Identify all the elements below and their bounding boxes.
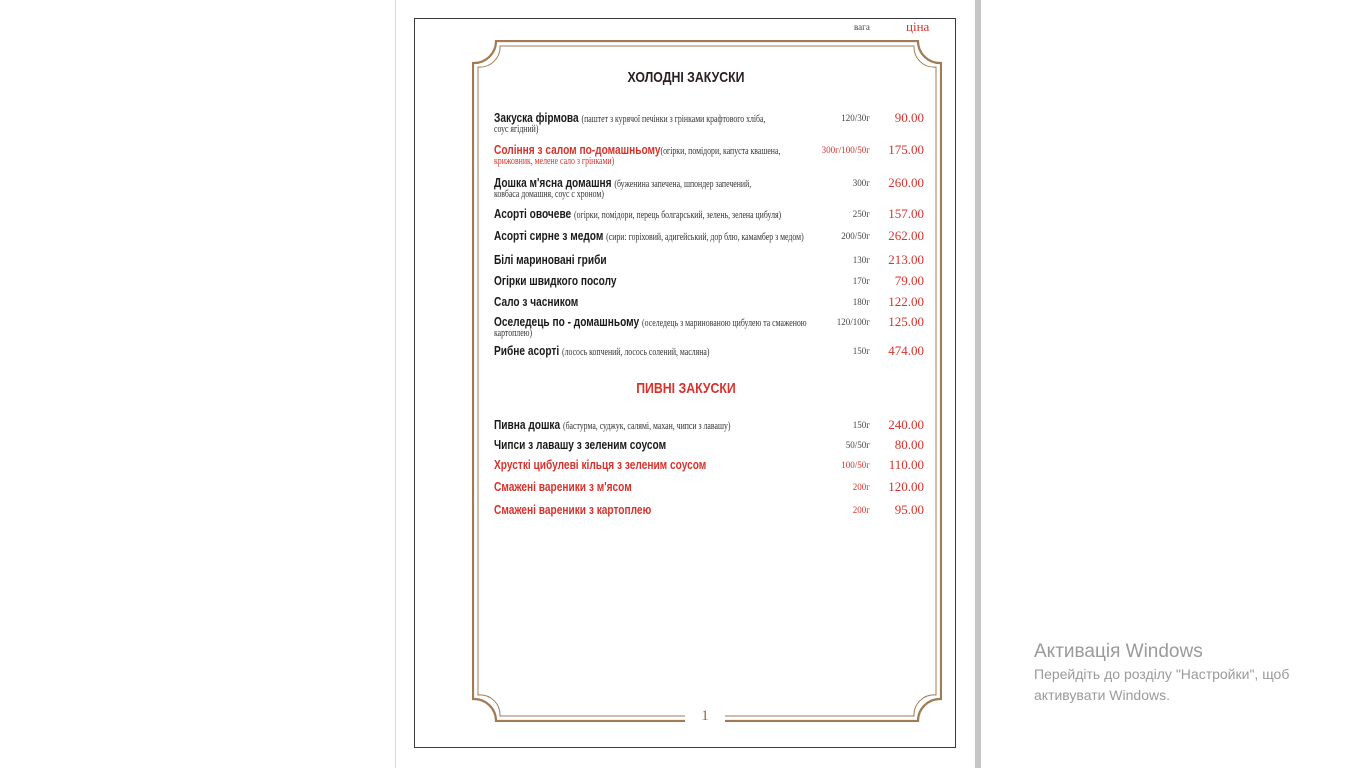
column-header-weight: вага [854,22,870,32]
menu-item [494,142,924,167]
menu-item-price: 110.00 [888,457,924,472]
menu-item-price: 474.00 [888,343,924,358]
menu-item-price: 262.00 [888,228,924,243]
menu-item-description: (бастурма, суджук, салямі, махан, чипси з лавашу) [562,421,731,432]
menu-item [494,437,924,453]
menu-item-price: 240.00 [888,417,924,432]
menu-item-description: (оселедець з маринованою цибулею та смаженою [642,318,807,329]
menu-item-description: (лосось копчений, лосось солений, масляна) [561,347,710,358]
menu-item [494,175,924,200]
activation-line-2: активувати Windows. [1034,687,1170,703]
menu-item-weight: 150г [852,346,870,356]
menu-item-weight: 50/50г [845,440,870,450]
menu-item-description-cont: ковбаса домашня, соус с хроном) [494,189,604,200]
menu-item-price: 175.00 [888,142,924,157]
column-header-price: ціна [906,19,930,34]
menu-item-name: Пивна дошка (бастурма, суджук, салямі, махан, чипси з лавашу) [494,417,731,432]
menu-item-weight: 300г [852,178,870,188]
menu-item [494,206,924,222]
menu-item-price: 120.00 [888,479,924,494]
menu-item-weight: 200/50г [841,231,870,241]
viewer-left-edge [395,0,396,768]
menu-item [494,479,924,495]
menu-item-weight: 200г [852,505,870,515]
windows-activation-watermark [1034,640,1289,706]
document-page [414,18,956,748]
menu-item-price: 122.00 [888,294,924,309]
menu-item-price: 80.00 [894,437,924,452]
section-title-cold-appetizers: ХОЛОДНІ ЗАКУСКИ [627,69,745,86]
menu-item-weight: 100/50г [841,460,870,470]
menu-item-name: Смажені вареники з картоплею [494,502,652,517]
menu-item-weight: 300г/100/50г [821,145,870,155]
menu-item-name: Оселедець по - домашньому (оселедець з маринованою цибулею та смаженою [494,314,807,329]
menu-item-name: Чипси з лавашу з зеленим соусом [494,437,667,452]
menu-item-name: Дошка м'ясна домашня (буженина запечена, шпондер запечений, [494,175,752,190]
menu-item-weight: 130г [852,255,870,265]
menu-item-weight: 150г [852,420,870,430]
section-title-beer-snacks: ПИВНІ ЗАКУСКИ [636,380,736,397]
menu-item [494,273,924,289]
menu-item-name: Асорті овочеве (огірки, помідори, перець болгарський, зелень, зелена цибуля) [494,206,782,221]
menu-item-weight: 120/100г [836,317,870,327]
menu-item-weight: 120/30г [841,113,870,123]
menu-item-name: Хрусткі цибулеві кільця з зеленим соусом [494,457,707,472]
viewer-scroll-gutter[interactable] [975,0,981,768]
menu-item [494,252,924,268]
menu-item-price: 260.00 [888,175,924,190]
menu-item-description: (буженина запечена, шпондер запечений, [614,179,752,190]
menu-item-price: 90.00 [894,110,924,125]
menu-item-price: 157.00 [888,206,924,221]
menu-item [494,502,924,518]
menu-item-name: Асорті сирне з медом (сири: горіховий, адигейський, дор блю, камамбер з медом) [494,228,804,243]
menu-item [494,110,924,135]
menu-item [494,228,924,244]
menu-item-name: Рибне асорті (лосось копчений, лосось солений, масляна) [494,343,710,358]
menu-item-weight: 250г [852,209,870,219]
menu-item-name: Білі мариновані гриби [494,252,607,267]
menu-item [494,314,924,339]
menu-item-weight: 180г [852,297,870,307]
menu-item-name: Закуска фірмова (паштет з курячої печінки з грінками крафтового хліба, [494,110,766,125]
menu-item-price: 95.00 [894,502,924,517]
menu-item-name: Смажені вареники з м'ясом [494,479,632,494]
menu-item-name: Соління з салом по-домашньому(огірки, помідори, капуста квашена, [494,142,781,157]
activation-title: Активація Windows [1034,641,1203,662]
menu-item [494,343,924,359]
menu-item-weight: 170г [852,276,870,286]
menu-item-price: 79.00 [894,273,924,288]
menu-item-name: Сало з часником [494,294,579,309]
menu-item-description-cont: картоплею) [494,328,533,339]
menu-item-price: 125.00 [888,314,924,329]
menu-item-description-cont: соус ягідний) [494,124,539,135]
menu-item [494,457,924,473]
menu-item-name: Огірки швидкого посолу [494,273,617,288]
menu-item-weight: 200г [852,482,870,492]
page-number: 1 [685,708,725,725]
menu-item [494,417,924,433]
menu-item-description: (огірки, помідори, перець болгарський, зелень, зелена цибуля) [574,210,782,221]
menu-item-price: 213.00 [888,252,924,267]
activation-line-1: Перейдіть до розділу "Настройки", щоб [1034,666,1290,682]
menu-item-description: (сири: горіховий, адигейський, дор блю, камамбер з медом) [606,232,804,243]
menu-item-description-cont: крижовник, мелене сало з грінками) [494,156,615,167]
menu-item-description: (огірки, помідори, капуста квашена, [660,146,781,157]
menu-item-description: (паштет з курячої печінки з грінками крафтового хліба, [581,114,766,125]
menu-item [494,294,924,310]
